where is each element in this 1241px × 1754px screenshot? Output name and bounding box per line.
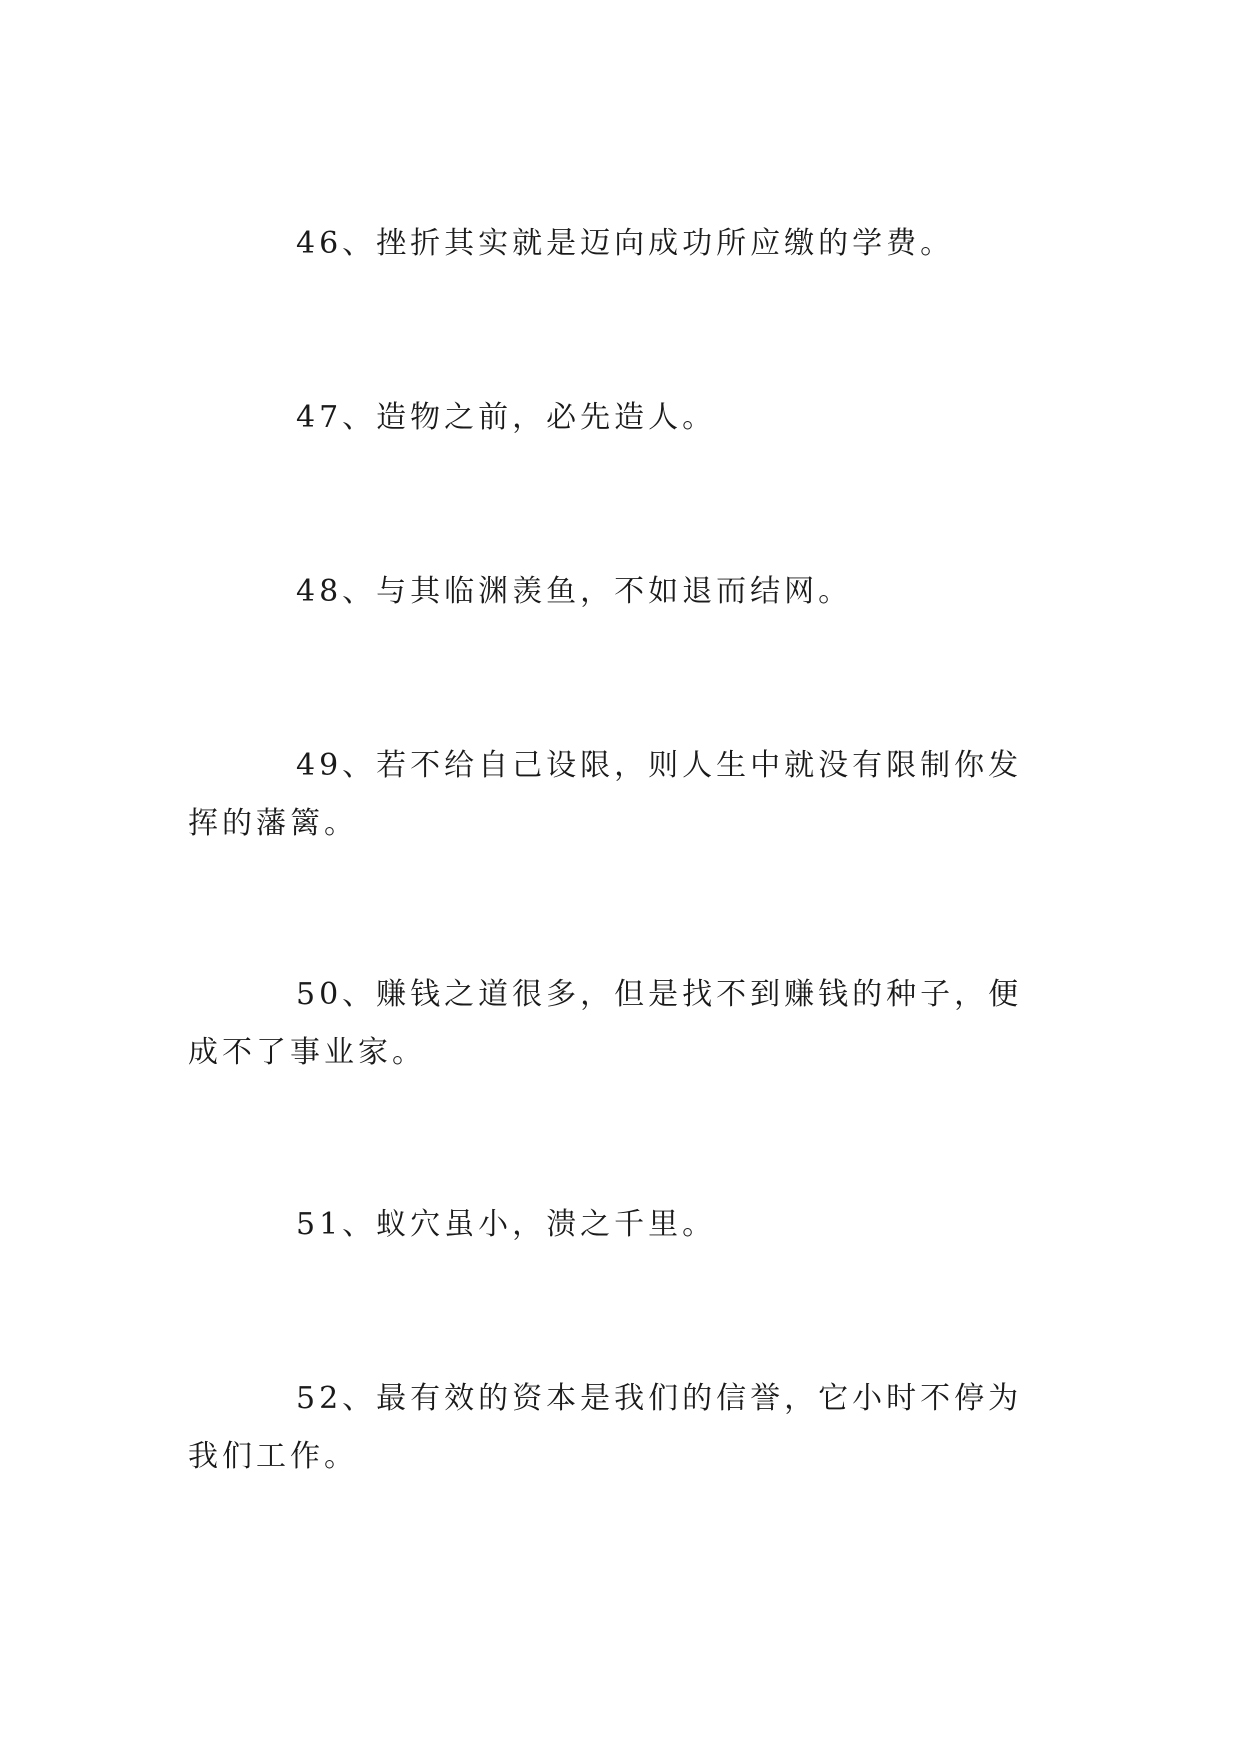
- paragraph-46: 46、挫折其实就是迈向成功所应缴的学费。: [296, 226, 955, 261]
- paragraph-50: 50、赚钱之道很多，但是找不到赚钱的种子，便成不了事业家。: [188, 977, 1023, 1070]
- paragraph-52: 52、最有效的资本是我们的信誉，它小时不停为我们工作。: [188, 1381, 1023, 1474]
- paragraph-47: 47、造物之前，必先造人。: [296, 400, 717, 435]
- paragraph-49: 49、若不给自己设限，则人生中就没有限制你发挥的藩篱。: [188, 748, 1023, 841]
- paragraph-51: 51、蚁穴虽小，溃之千里。: [296, 1207, 717, 1242]
- paragraph-48: 48、与其临渊羡鱼，不如退而结网。: [296, 574, 853, 609]
